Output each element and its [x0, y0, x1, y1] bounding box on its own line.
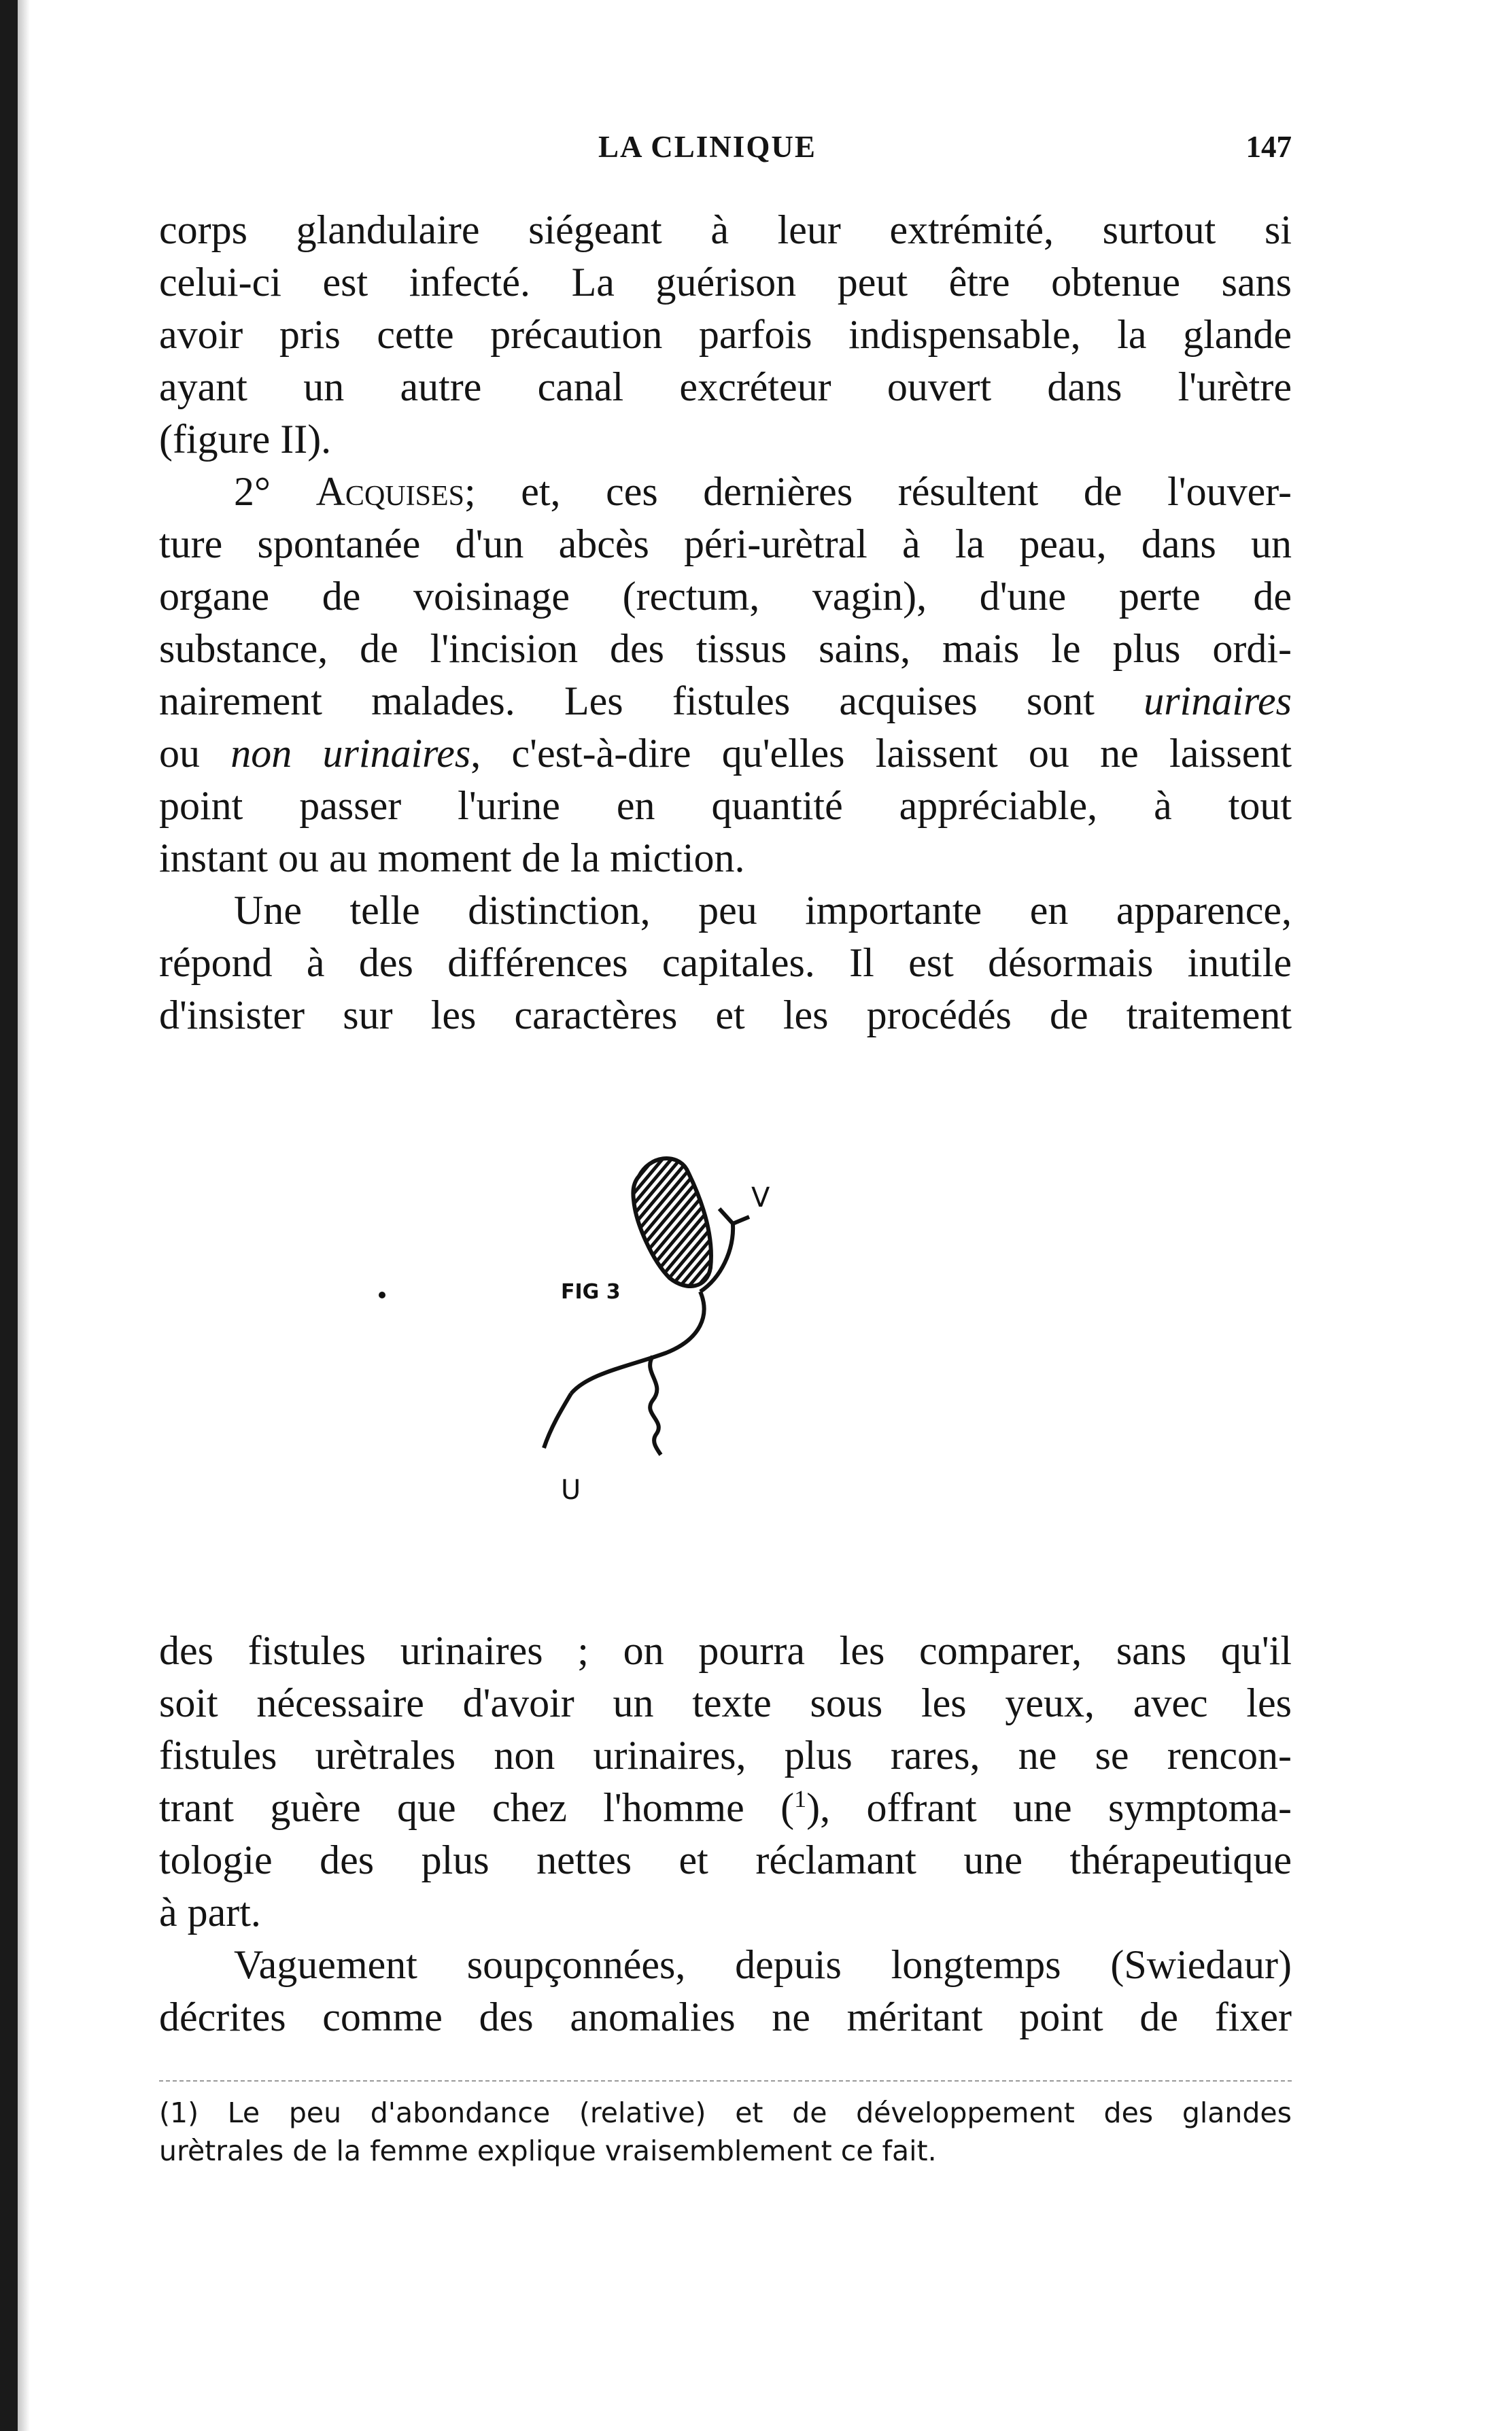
text-line: organe de voisinage (rectum, vagin), d'une perte de	[159, 574, 1292, 619]
duct-line	[571, 1292, 704, 1394]
footnote-divider	[159, 2080, 1292, 2082]
footnote	[159, 2094, 1292, 2170]
body-text-bottom	[159, 1625, 1292, 2044]
italic-term: urinaires	[1144, 678, 1292, 723]
text-line: corps glandulaire siégeant à leur extrémité, surtout si	[159, 207, 1292, 252]
text-line: avoir pris cette précaution parfois indispensable, la glande	[159, 312, 1292, 357]
urethra-line	[544, 1394, 571, 1448]
text-span: nairement malades. Les fistules acquises sont	[159, 678, 1144, 723]
figure-caption: FIG 3	[561, 1280, 621, 1304]
running-title: LA CLINIQUE	[598, 130, 817, 164]
page-binding-edge	[0, 0, 18, 2431]
text-line: substance, de l'incision des tissus sains, mais le plus ordi-	[159, 626, 1292, 671]
label-v: V	[751, 1182, 770, 1213]
fistula-tract	[650, 1356, 661, 1455]
text-line: répond à des différences capitales. Il est désormais inutile	[159, 940, 1292, 985]
duct-fork	[719, 1209, 749, 1224]
text-line: soit nécessaire d'avoir un texte sous les yeux, avec les	[159, 1680, 1292, 1725]
text-line: fistules urètrales non urinaires, plus rares, ne se rencon-	[159, 1733, 1292, 1778]
text-span: ou	[159, 731, 231, 776]
text-line: des fistules urinaires ; on pourra les comparer, sans qu'il	[159, 1628, 1292, 1673]
text-line: ayant un autre canal excréteur ouvert dans l'urètre	[159, 364, 1292, 409]
text-line: tologie des plus nettes et réclamant une thérapeutique	[159, 1838, 1292, 1882]
figure-3-sketch	[367, 1149, 952, 1557]
footnote-reference: 1	[794, 1785, 807, 1812]
body-text-top	[159, 204, 1292, 1041]
text-line: à part.	[159, 1890, 261, 1935]
section-number: 2°	[234, 469, 271, 514]
text-line: Vaguement soupçonnées, depuis longtemps (Swiedaur)	[234, 1942, 1292, 1987]
gland-shape	[633, 1158, 711, 1286]
text-line: Une telle distinction, peu importante en apparence,	[234, 888, 1292, 933]
acquises-heading-line	[159, 466, 1292, 518]
text-span: trant guère que chez l'homme (	[159, 1785, 795, 1830]
text-line	[159, 675, 1292, 727]
section-heading: Acquises	[315, 469, 464, 514]
page-binding-shadow	[18, 0, 30, 2431]
figure-3-drawing	[367, 1149, 952, 1557]
italic-term: non urinaires	[230, 731, 471, 776]
text-line: (figure II).	[159, 417, 332, 462]
text-line	[159, 1782, 1292, 1834]
text-line	[159, 727, 1292, 780]
text-line: celui-ci est infecté. La guérison peut être obtenue sans	[159, 260, 1292, 305]
text-line: d'insister sur les caractères et les procédés de traitement	[159, 993, 1292, 1037]
text-span: , c'est-à-dire qu'elles laissent ou ne laissent	[470, 731, 1292, 776]
text-line: point passer l'urine en quantité appréciable, à tout	[159, 783, 1292, 828]
label-u: U	[561, 1475, 581, 1506]
text-span: ; et, ces dernières résultent de l'ouver-	[464, 469, 1292, 514]
footnote-line: (1) Le peu d'abondance (relative) et de développement des glandes	[159, 2097, 1292, 2129]
text-line: décrites comme des anomalies ne méritant point de fixer	[159, 1995, 1292, 2039]
footnote-line: urètrales de la femme explique vraisemblement ce fait.	[159, 2135, 937, 2167]
ink-dot	[379, 1292, 385, 1298]
page-header	[156, 129, 1292, 177]
page-number: 147	[1245, 130, 1292, 164]
text-line: instant ou au moment de la miction.	[159, 835, 745, 880]
text-span: ), offrant une symptoma-	[806, 1785, 1292, 1830]
text-line: ture spontanée d'un abcès péri-urètral à la peau, dans un	[159, 521, 1292, 566]
